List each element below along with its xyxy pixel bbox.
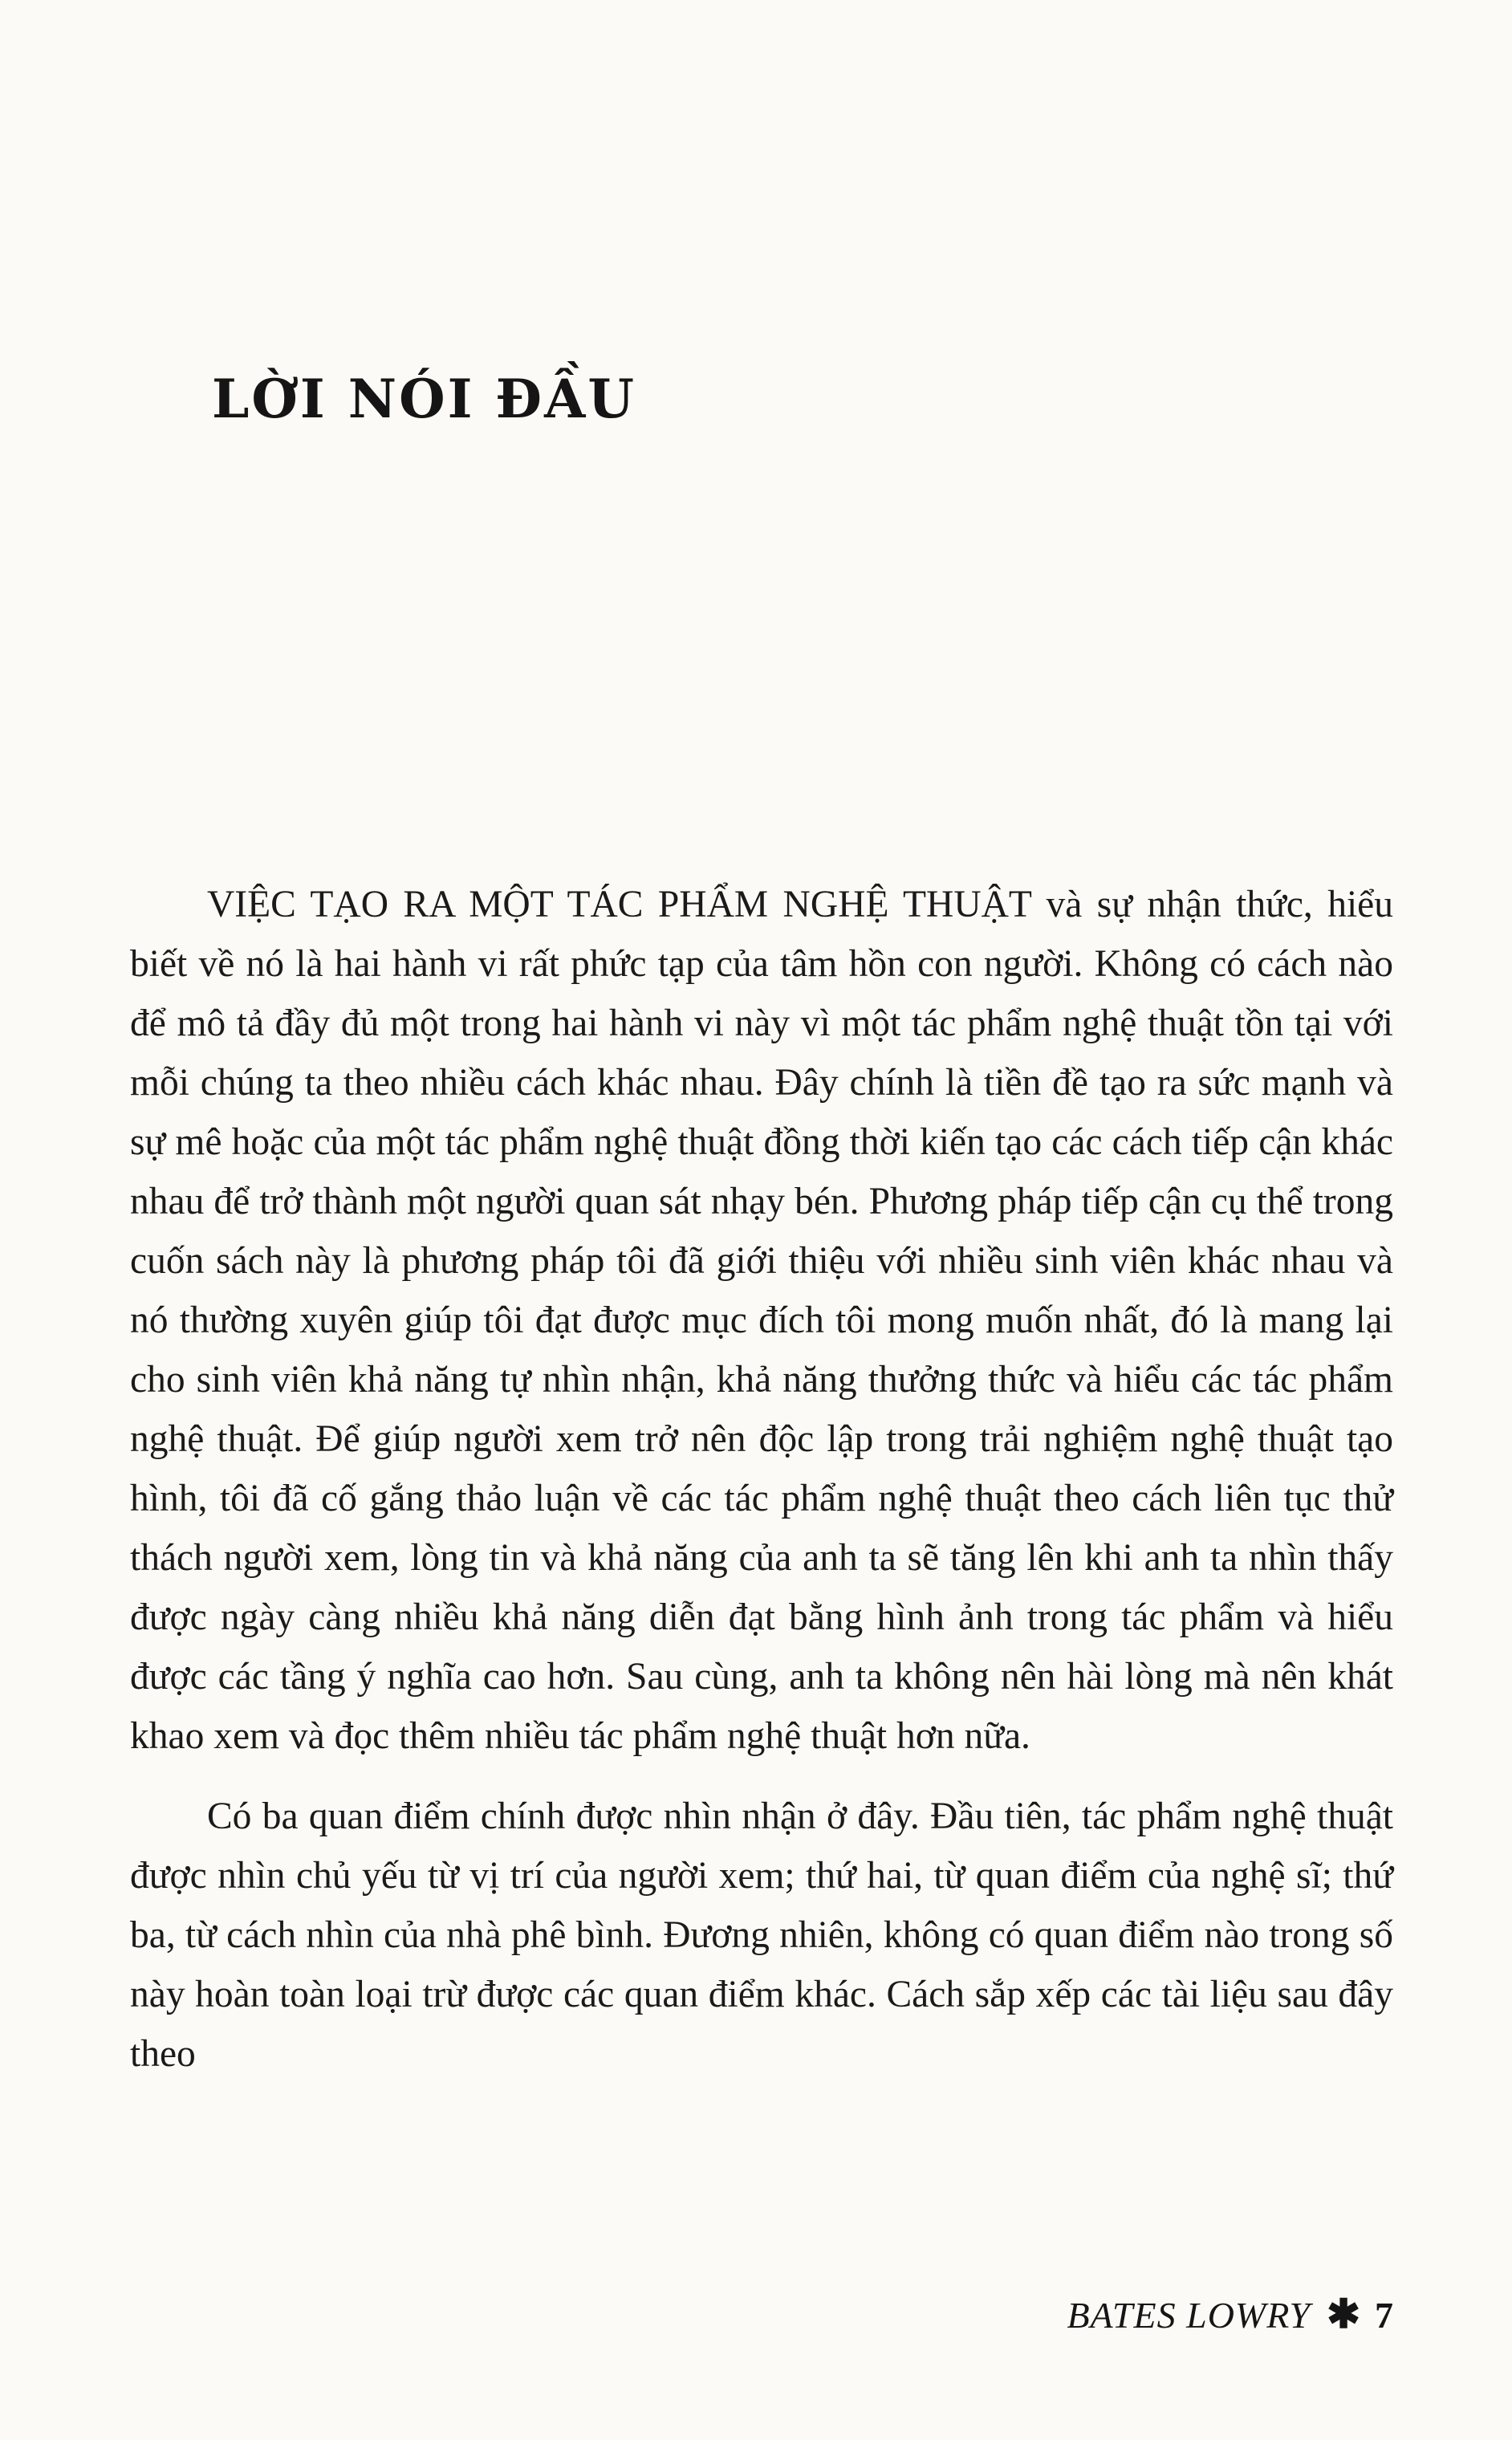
- asterisk-flower-icon: ✱: [1327, 2292, 1360, 2336]
- paragraph-1: VIỆC TẠO RA MỘT TÁC PHẨM NGHỆ THUẬT và sự nhận thức, hiểu biết về nó là hai hành vi rất phức tạp của tâm hồn con người. Không có cách nào để mô tả đầy đủ một trong hai hành vi này vì một tác phẩm nghệ thuật tồn tại với mỗi chúng ta theo nhiều cách khác nhau. Đây chính là tiền đề tạo ra sức mạnh và sự mê hoặc của một tác phẩm nghệ thuật đồng thời kiến tạo các cách tiếp cận khác nhau để trở thành một người quan sát nhạy bén. Phương pháp tiếp cận cụ thể trong cuốn sách này là phương pháp tôi đã giới thiệu với nhiều sinh viên khác nhau và nó thường xuyên giúp tôi đạt được mục đích tôi mong muốn nhất, đó là mang lại cho sinh viên khả năng tự nhìn nhận, khả năng thưởng thức và hiểu các tác phẩm nghệ thuật. Để giúp người xem trở nên độc lập trong trải nghiệm nghệ thuật tạo hình, tôi đã cố gắng thảo luận về các tác phẩm nghệ thuật theo cách liên tục thử thách người xem, lòng tin và khả năng của anh ta sẽ tăng lên khi anh ta nhìn thấy được ngày càng nhiều khả năng diễn đạt bằng hình ảnh trong tác phẩm và hiểu được các tầng ý nghĩa cao hơn. Sau cùng, anh ta không nên hài lòng mà nên khát khao xem và đọc thêm nhiều tác phẩm nghệ thuật hơn nữa.: [130, 884, 1393, 1757]
- page-number: 7: [1375, 2295, 1393, 2336]
- running-footer: [1067, 2294, 1393, 2334]
- body-text: [130, 875, 1393, 2084]
- footer-author: BATES LOWRY: [1067, 2295, 1311, 2336]
- chapter-title: LỜI NÓI ĐẦU: [212, 368, 636, 431]
- paragraph-2: Có ba quan điểm chính được nhìn nhận ở đây. Đầu tiên, tác phẩm nghệ thuật được nhìn chủ yếu từ vị trí của người xem; thứ hai, từ quan điểm của nghệ sĩ; thứ ba, từ cách nhìn của nhà phê bình. Đương nhiên, không có quan điểm nào trong số này hoàn toàn loại trừ được các quan điểm khác. Cách sắp xếp các tài liệu sau đây theo: [130, 1795, 1393, 2075]
